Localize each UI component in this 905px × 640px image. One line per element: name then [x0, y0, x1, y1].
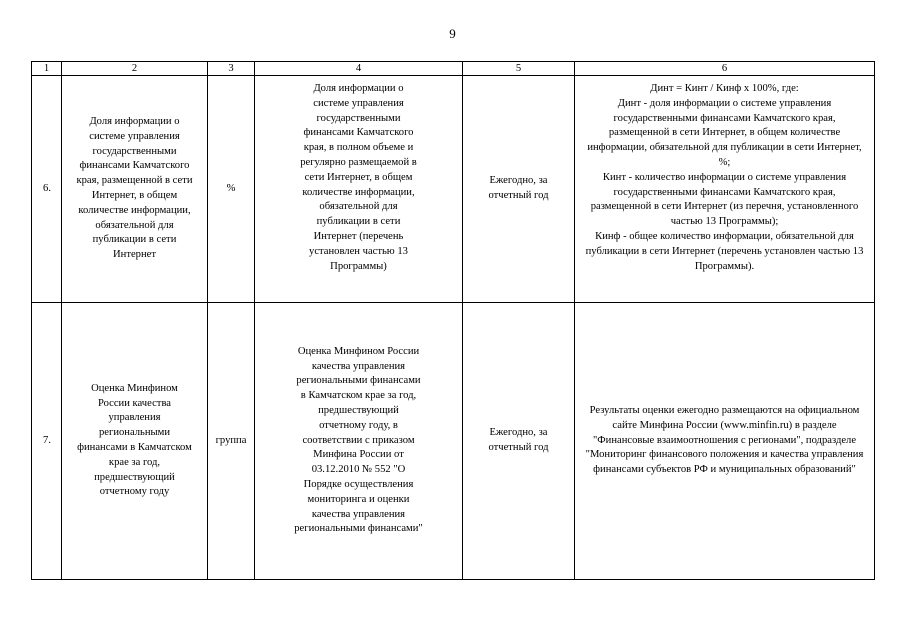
indicators-table — [31, 61, 875, 580]
text-line: Динт = Кинт / Кинф х 100%, где: — [650, 83, 799, 94]
text-line: Программы) — [330, 260, 387, 272]
text-line: Кинф - общее количество информации, обязательной для — [595, 230, 854, 242]
text-line: Ежегодно, за — [489, 175, 548, 187]
text-line: "Финансовые взаимоотношения с регионами", подразделе — [592, 434, 857, 446]
text-line: управления — [108, 412, 161, 424]
text-line: региональными — [98, 427, 171, 439]
frequency-cell — [463, 303, 575, 580]
text-line: размещенной в сети Интернет (из перечня, установленного — [590, 201, 859, 213]
text-line: государственными — [92, 145, 177, 157]
text-line: отчетный год — [488, 442, 549, 453]
text-line: количестве информации, — [78, 204, 191, 216]
text-line: "Мониторинг финансового положения и качества управления — [585, 449, 864, 461]
text-line: государственными финансами Камчатского края, — [613, 186, 836, 198]
text-line: крае за год, — [108, 456, 161, 468]
text-line: 03.12.2010 № 552 "О — [311, 464, 406, 476]
unit-cell: группа — [208, 303, 255, 580]
indicator-description-cell — [255, 303, 463, 580]
text-line: размещенной в сети Интернет, в общем количестве — [608, 127, 841, 139]
row-number: 6. — [32, 76, 62, 303]
text-line: Доля информации о — [89, 116, 180, 128]
text-line: Кинт - количество информации о системе управления — [602, 171, 847, 183]
text-line: финансами субъектов РФ и муниципальных образований" — [593, 464, 856, 476]
text-line: информации, обязательной для публикации в сети Интернет, — [587, 142, 862, 154]
text-line: края, размещенной в сети — [76, 175, 193, 187]
text-line: финансами Камчатского — [79, 160, 190, 172]
page-number: 9 — [449, 26, 456, 41]
text-line: государственными — [316, 112, 401, 124]
indicator-description-cell — [255, 76, 463, 303]
text-line: России качества — [97, 397, 172, 409]
text-line: обязательной для — [319, 201, 398, 213]
text-line: системе управления — [313, 97, 404, 109]
header-cell: 1 — [32, 62, 62, 76]
text-line: %; — [718, 156, 731, 168]
text-line: отчетному году, в — [319, 419, 398, 431]
text-line: частью 13 Программы); — [670, 216, 779, 228]
calculation-method-cell — [575, 76, 875, 303]
text-line: в Камчатском крае за год, — [300, 390, 417, 402]
header-cell: 2 — [62, 62, 208, 76]
text-line: финансами в Камчатском — [77, 442, 192, 453]
text-line: регулярно размещаемой в — [300, 156, 417, 168]
header-cell: 4 — [255, 62, 463, 76]
text-line: Интернет, в общем — [91, 190, 178, 201]
text-line: предшествующий — [318, 405, 399, 416]
header-row — [32, 62, 875, 76]
text-line: Оценка Минфином России — [297, 345, 420, 357]
text-line: соответствии с приказом — [302, 434, 415, 446]
text-line: предшествующий — [94, 471, 175, 483]
frequency-cell — [463, 76, 575, 303]
text-line: обязательной для — [95, 219, 174, 231]
text-line: Ежегодно, за — [489, 427, 548, 439]
text-line: Доля информации о — [313, 83, 404, 94]
text-line: отчетному году — [99, 486, 170, 498]
text-line: Программы). — [694, 260, 755, 272]
text-line: мониторинга и оценки — [307, 493, 410, 505]
text-line: Минфина России от — [313, 449, 404, 461]
text-line: сайте Минфина России (www.minfin.ru) в разделе — [612, 419, 837, 431]
text-line: количестве информации, — [302, 186, 415, 198]
text-line: публикации в сети Интернет (перечень установлен частью 13 — [585, 245, 864, 257]
text-line: установлен частью 13 — [309, 245, 408, 257]
table-row — [32, 76, 875, 303]
text-line: государственными финансами Камчатского края, — [613, 112, 836, 124]
text-line: публикации в сети — [92, 234, 177, 246]
text-line: Результаты оценки ежегодно размещаются на официальном — [589, 405, 860, 416]
header-cell: 6 — [575, 62, 875, 76]
text-line: финансами Камчатского — [303, 127, 414, 139]
text-line: Порядке осуществления — [303, 478, 414, 490]
calculation-method-cell — [575, 303, 875, 580]
text-line: системе управления — [89, 130, 180, 142]
text-line: региональными финансами" — [294, 523, 423, 535]
text-line: края, в полном объеме и — [303, 142, 414, 154]
indicator-name-cell — [62, 76, 208, 303]
text-line: качества управления — [311, 508, 406, 520]
text-line: отчетный год — [488, 190, 549, 201]
text-line: публикации в сети — [316, 216, 401, 228]
text-line: Динт - доля информации о системе управления — [617, 97, 832, 109]
header-cell: 5 — [463, 62, 575, 76]
text-line: Интернет — [113, 249, 156, 261]
text-line: качества управления — [311, 360, 406, 372]
unit-cell: % — [208, 76, 255, 303]
text-line: региональными финансами — [296, 375, 421, 387]
header-cell: 3 — [208, 62, 255, 76]
text-line: Интернет (перечень — [313, 230, 404, 242]
row-number: 7. — [32, 303, 62, 580]
text-line: сети Интернет, в общем — [304, 171, 413, 183]
indicator-name-cell — [62, 303, 208, 580]
text-line: Оценка Минфином — [91, 382, 178, 394]
table-row — [32, 303, 875, 580]
